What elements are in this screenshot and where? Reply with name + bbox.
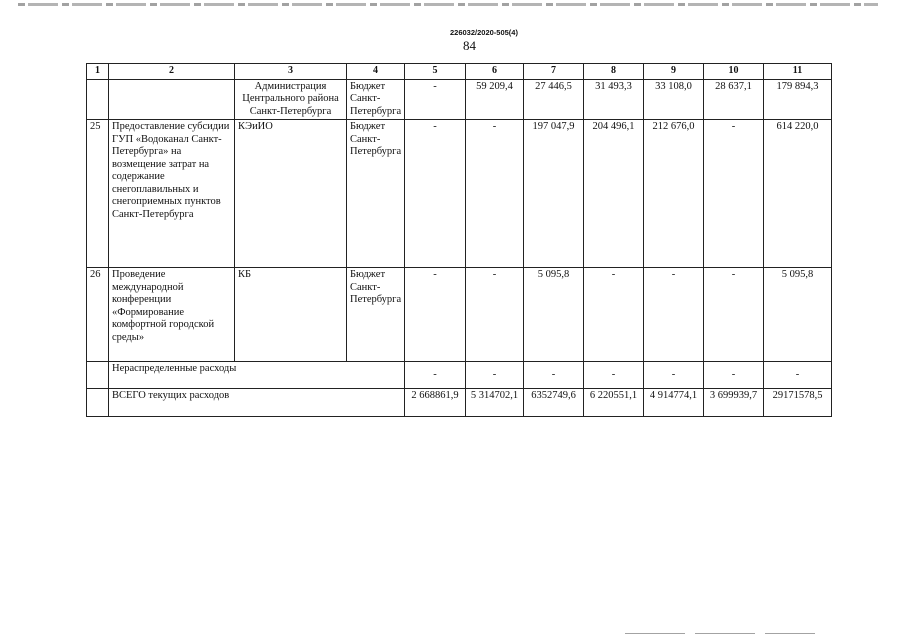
row-value-9: 33 108,0 [644, 79, 704, 120]
row-number [87, 389, 109, 417]
document-registration-number: 226032/2020-505(4) [450, 28, 518, 37]
col-header-9: 9 [644, 64, 704, 80]
table-row [87, 120, 832, 268]
row-value-7: 5 095,8 [524, 268, 584, 362]
col-header-2: 2 [109, 64, 235, 80]
row-value-8: 31 493,3 [584, 79, 644, 120]
table-row [87, 79, 832, 120]
row-value-5: - [405, 268, 466, 362]
row-value-5: - [405, 120, 466, 268]
total-value-9: 4 914774,1 [644, 389, 704, 417]
col-header-6: 6 [466, 64, 524, 80]
total-value-6: 5 314702,1 [466, 389, 524, 417]
col-header-5: 5 [405, 64, 466, 80]
total-value-10: 3 699939,7 [704, 389, 764, 417]
total-value-7: 6352749,6 [524, 389, 584, 417]
row-number: 25 [87, 120, 109, 268]
row-value-5: - [405, 79, 466, 120]
total-value-8: 6 220551,1 [584, 389, 644, 417]
budget-table [86, 63, 832, 417]
unallocated-value-5: - [405, 362, 466, 389]
col-header-8: 8 [584, 64, 644, 80]
col-header-7: 7 [524, 64, 584, 80]
page-number: 84 [463, 38, 476, 53]
col-header-3: 3 [235, 64, 347, 80]
col-header-11: 11 [764, 64, 832, 80]
unallocated-value-6: - [466, 362, 524, 389]
unallocated-value-9: - [644, 362, 704, 389]
row-value-6: - [466, 120, 524, 268]
row-name: Проведение международной конференции «Формирование комфортной городской среды» [109, 268, 235, 362]
unallocated-value-8: - [584, 362, 644, 389]
scan-artifact-bottom-line [625, 633, 815, 634]
row-value-11: 614 220,0 [764, 120, 832, 268]
table-row [87, 268, 832, 362]
row-executor: Администрация Центрального района Санкт-Петербурга [235, 79, 347, 120]
col-header-4: 4 [347, 64, 405, 80]
unallocated-value-11: - [764, 362, 832, 389]
row-executor: КЭиИО [235, 120, 347, 268]
row-value-10: 28 637,1 [704, 79, 764, 120]
row-value-8: 204 496,1 [584, 120, 644, 268]
row-number: 26 [87, 268, 109, 362]
row-number [87, 362, 109, 389]
unallocated-value-10: - [704, 362, 764, 389]
total-row [87, 389, 832, 417]
row-value-6: - [466, 268, 524, 362]
total-value-5: 2 668861,9 [405, 389, 466, 417]
col-header-1: 1 [87, 64, 109, 80]
unallocated-value-7: - [524, 362, 584, 389]
row-source: Бюджет Санкт-Петербурга [347, 120, 405, 268]
row-value-6: 59 209,4 [466, 79, 524, 120]
unallocated-row [87, 362, 832, 389]
total-value-11: 29171578,5 [764, 389, 832, 417]
row-value-9: 212 676,0 [644, 120, 704, 268]
scan-artifact-line [18, 3, 878, 6]
header-row [87, 64, 832, 80]
row-value-10: - [704, 120, 764, 268]
row-value-8: - [584, 268, 644, 362]
row-name: Предоставление субсидии ГУП «Водоканал Санкт-Петербурга» на возмещение затрат на содержание снегоплавильных и снегоприемных пунктов Санкт-Петербурга [109, 120, 235, 268]
row-value-9: - [644, 268, 704, 362]
unallocated-label: Нераспределенные расходы [109, 362, 405, 389]
row-value-11: 5 095,8 [764, 268, 832, 362]
total-label: ВСЕГО текущих расходов [109, 389, 405, 417]
row-value-10: - [704, 268, 764, 362]
row-value-11: 179 894,3 [764, 79, 832, 120]
row-source: Бюджет Санкт-Петербурга [347, 79, 405, 120]
row-source: Бюджет Санкт-Петербурга [347, 268, 405, 362]
row-value-7: 197 047,9 [524, 120, 584, 268]
row-executor: КБ [235, 268, 347, 362]
row-name [109, 79, 235, 120]
col-header-10: 10 [704, 64, 764, 80]
row-number [87, 79, 109, 120]
row-value-7: 27 446,5 [524, 79, 584, 120]
